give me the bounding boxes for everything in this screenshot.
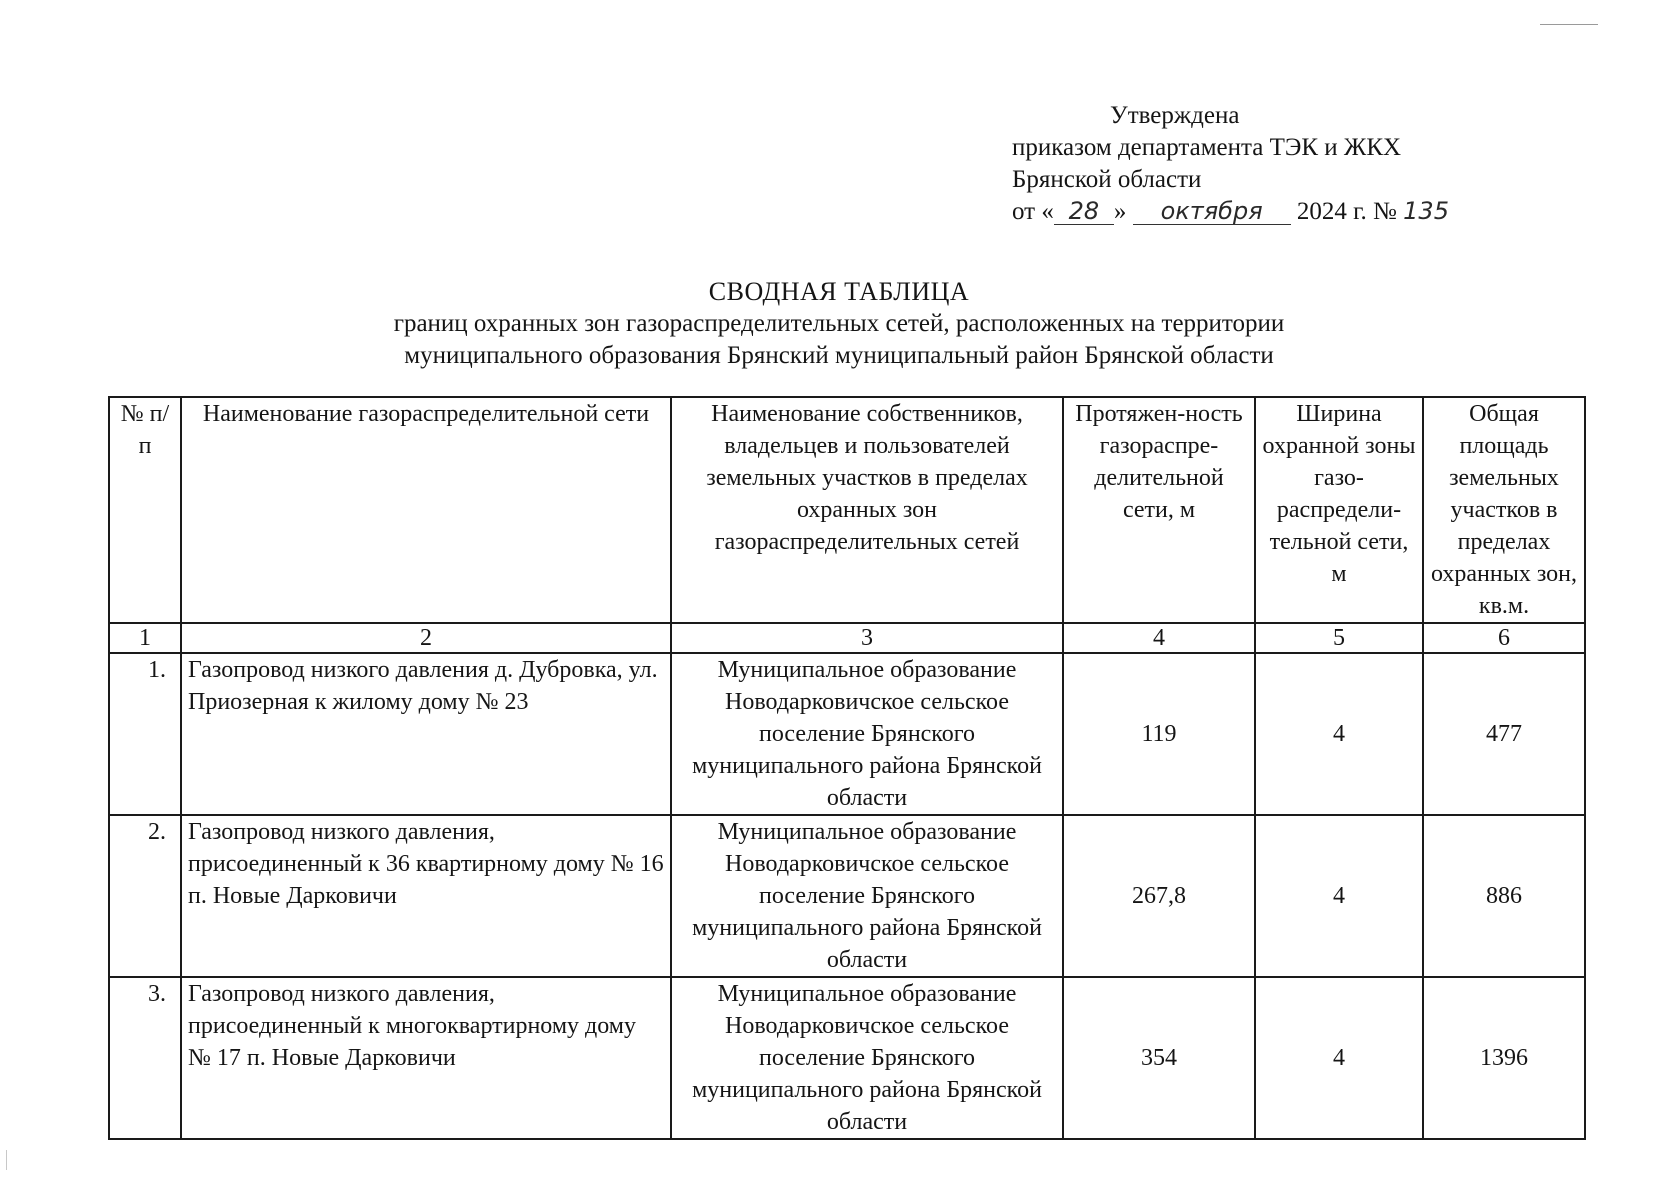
area-cell: 477 [1423,653,1585,815]
table-row [109,815,1585,977]
approval-date-line [1012,196,1463,228]
title-main: СВОДНАЯ ТАБЛИЦА [708,277,970,306]
scan-mark-left [6,1150,7,1170]
column-number: 2 [181,623,671,653]
zone-width-cell: 4 [1255,977,1423,1139]
handwritten-day: 28 [1054,198,1114,225]
title-subtitle-1: границ охранных зон газораспределительных сетей, расположенных на территории [393,310,1285,337]
handwritten-number: 135 [1403,197,1449,225]
table-row [109,977,1585,1139]
column-number: 1 [109,623,181,653]
row-number: 3. [109,977,181,1139]
column-number: 3 [671,623,1063,653]
header-zone-width: Ширина охранной зоны газо-распредели-тельной сети, м [1255,397,1423,623]
column-number: 6 [1423,623,1585,653]
summary-table [108,396,1586,1140]
length-cell: 354 [1063,977,1255,1139]
approval-title: Утверждена [1110,102,1240,129]
header-length: Протяжен-ность газораспре-делительной сети, м [1063,397,1255,623]
table-header-row [109,397,1585,623]
header-network-name: Наименование газораспределительной сети [181,397,671,623]
zone-width-cell: 4 [1255,815,1423,977]
handwritten-month: октября [1133,198,1291,225]
date-mid: » [1113,198,1127,225]
scan-mark-top [1540,24,1598,25]
approval-line-order: приказом департамента ТЭК и ЖКХ [1012,134,1402,161]
number-sign: № [1373,198,1397,225]
date-year: 2024 г. [1296,198,1367,225]
header-number: № п/п [109,397,181,623]
date-prefix: от « [1012,198,1054,225]
header-owners: Наименование собственников, владельцев и пользователей земельных участков в пределах охранных зон газораспределительных сетей [671,397,1063,623]
approval-stamp [1012,100,1463,228]
document-title [0,276,1678,372]
owner-cell: Муниципальное образование Новодарковичское сельское поселение Брянского муниципального района Брянской области [671,653,1063,815]
length-cell: 119 [1063,653,1255,815]
row-number: 2. [109,815,181,977]
length-cell: 267,8 [1063,815,1255,977]
approval-line-region: Брянской области [1012,166,1202,193]
header-total-area: Общая площадь земельных участков в пределах охранных зон, кв.м. [1423,397,1585,623]
row-number: 1. [109,653,181,815]
zone-width-cell: 4 [1255,653,1423,815]
table-row [109,653,1585,815]
owner-cell: Муниципальное образование Новодарковичское сельское поселение Брянского муниципального района Брянской области [671,977,1063,1139]
area-cell: 886 [1423,815,1585,977]
column-number: 4 [1063,623,1255,653]
network-name-cell: Газопровод низкого давления д. Дубровка, ул. Приозерная к жилому дому № 23 [181,653,671,815]
network-name-cell: Газопровод низкого давления, присоединенный к многоквартирному дому № 17 п. Новые Дарковичи [181,977,671,1139]
network-name-cell: Газопровод низкого давления, присоединенный к 36 квартирному дому № 16 п. Новые Дарковичи [181,815,671,977]
column-number: 5 [1255,623,1423,653]
title-subtitle-2: муниципального образования Брянский муниципальный район Брянской области [404,342,1274,369]
owner-cell: Муниципальное образование Новодарковичское сельское поселение Брянского муниципального района Брянской области [671,815,1063,977]
area-cell: 1396 [1423,977,1585,1139]
column-number-row [109,623,1585,653]
